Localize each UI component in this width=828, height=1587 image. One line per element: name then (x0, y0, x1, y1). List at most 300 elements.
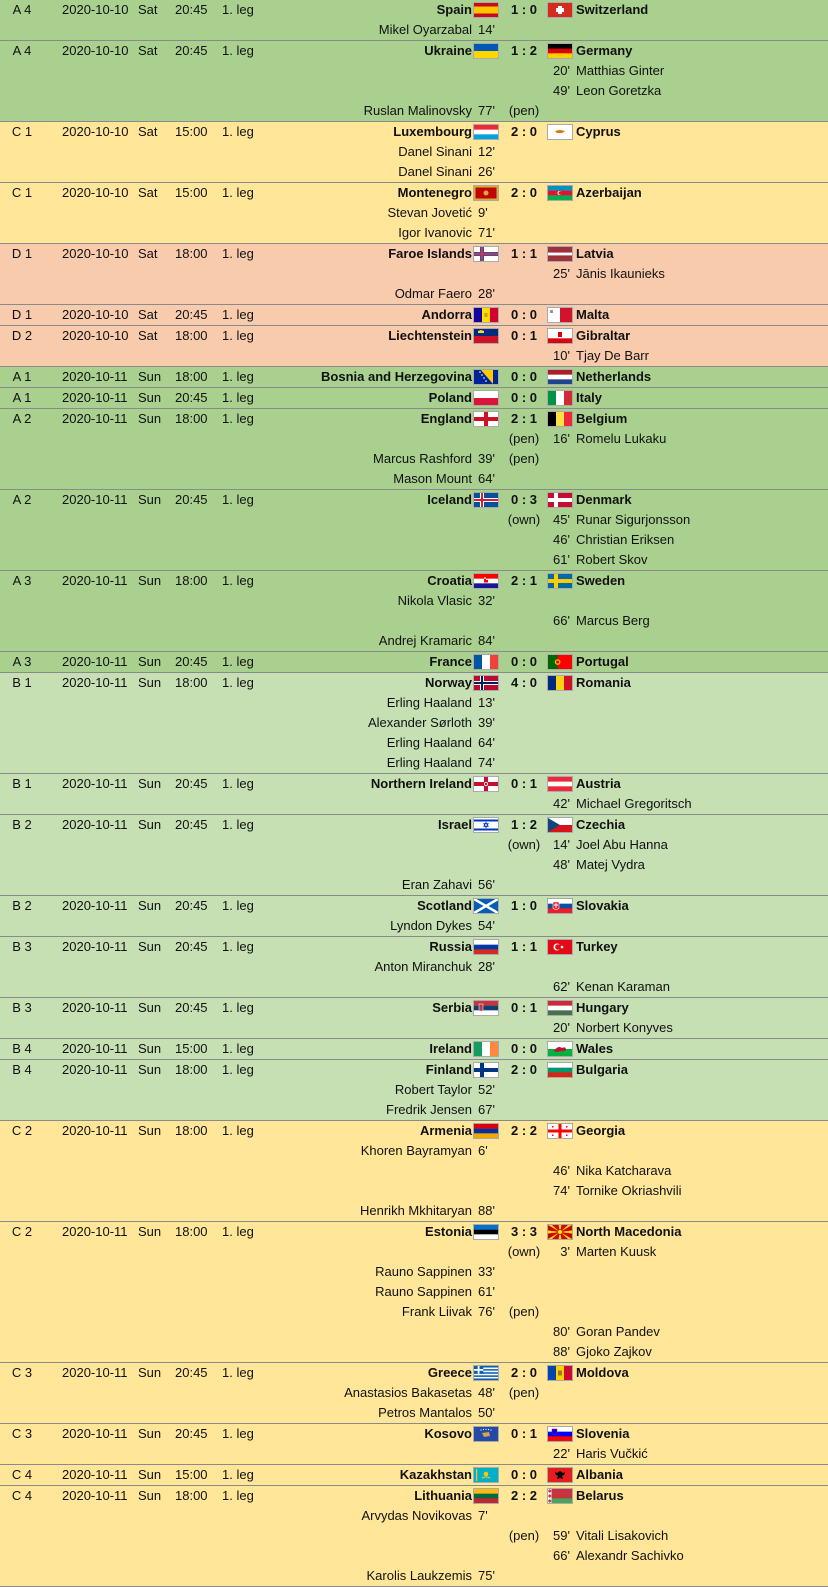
away-team: Slovakia (576, 898, 629, 913)
home-flag-icon (474, 818, 498, 832)
match-header (0, 815, 828, 835)
match-day: Sun (138, 1365, 162, 1380)
goal-minute: 14' (553, 837, 570, 852)
home-team: Serbia (432, 1000, 472, 1015)
match-day: Sun (138, 492, 162, 507)
match-time: 18:00 (175, 675, 208, 690)
home-team: Northern Ireland (370, 776, 472, 791)
goal-event (0, 510, 828, 530)
goal-event (0, 1181, 828, 1201)
goal-event (0, 1282, 828, 1302)
home-team: Montenegro (397, 185, 472, 200)
group-label: D 2 (11, 328, 33, 343)
scorer-name: Marcus Berg (576, 613, 650, 628)
scorer-name: Karolis Laukzemis (366, 1568, 472, 1583)
group-label: B 2 (12, 817, 32, 832)
scorer-name: Khoren Bayramyan (360, 1143, 472, 1158)
group-label: A 1 (12, 390, 32, 405)
home-team: Israel (438, 817, 472, 832)
home-team: Kosovo (424, 1426, 472, 1441)
match-row (0, 305, 828, 326)
away-team: Latvia (576, 246, 614, 261)
match-date: 2020-10-11 (62, 1000, 128, 1015)
goal-event (0, 20, 828, 40)
home-team: Armenia (419, 1123, 472, 1138)
match-date: 2020-10-11 (62, 1224, 128, 1239)
home-flag-icon (474, 1225, 498, 1239)
scorer-name: Tjay De Barr (576, 348, 649, 363)
match-row (0, 774, 828, 815)
goal-event (0, 794, 828, 814)
away-team: Belarus (576, 1488, 624, 1503)
match-date: 2020-10-11 (62, 898, 128, 913)
match-day: Sun (138, 1041, 162, 1056)
away-flag-icon (548, 308, 572, 322)
goal-event (0, 550, 828, 570)
match-day: Sun (138, 369, 162, 384)
match-score: 2 : 1 (510, 573, 537, 588)
match-day: Sun (138, 898, 162, 913)
match-day: Sat (138, 185, 158, 200)
match-header (0, 367, 828, 387)
goal-minute: 7' (478, 1508, 488, 1523)
match-day: Sun (138, 654, 162, 669)
goal-minute: 46' (553, 532, 570, 547)
goal-event (0, 1080, 828, 1100)
away-team: Sweden (576, 573, 626, 588)
match-leg: 1. leg (222, 492, 254, 507)
match-time: 20:45 (175, 390, 208, 405)
home-team: Russia (429, 939, 472, 954)
match-header (0, 937, 828, 957)
away-team: Czechia (576, 817, 626, 832)
away-flag-icon (548, 574, 572, 588)
goal-minute: 10' (553, 348, 570, 363)
match-header (0, 774, 828, 794)
goal-event (0, 1201, 828, 1221)
scorer-name: Lyndon Dykes (390, 918, 472, 933)
away-team: Hungary (576, 1000, 629, 1015)
away-flag-icon (548, 655, 572, 669)
match-time: 20:45 (175, 1365, 208, 1380)
match-score: 2 : 2 (510, 1123, 537, 1138)
home-flag-icon (474, 3, 498, 17)
goal-minute: 46' (553, 1163, 570, 1178)
goal-event (0, 957, 828, 977)
match-time: 18:00 (175, 1224, 208, 1239)
goal-event (0, 530, 828, 550)
match-leg: 1. leg (222, 307, 254, 322)
match-score: 2 : 0 (510, 124, 537, 139)
match-date: 2020-10-11 (62, 939, 128, 954)
away-flag-icon (548, 391, 572, 405)
scorer-name: Petros Mantalos (378, 1405, 472, 1420)
group-label: B 1 (12, 776, 32, 791)
home-team: Luxembourg (393, 124, 472, 139)
goal-event (0, 753, 828, 773)
group-label: C 4 (11, 1467, 33, 1482)
home-flag-icon (474, 329, 498, 343)
goal-event (0, 284, 828, 304)
match-score: 0 : 1 (510, 776, 537, 791)
match-leg: 1. leg (222, 328, 254, 343)
group-label: B 2 (12, 898, 32, 913)
scorer-name: Tornike Okriashvili (576, 1183, 682, 1198)
match-score: 2 : 0 (510, 185, 537, 200)
match-day: Sun (138, 411, 162, 426)
goal-minute: 75' (478, 1568, 495, 1583)
home-flag-icon (474, 391, 498, 405)
home-flag-icon (474, 125, 498, 139)
home-flag-icon (474, 1366, 498, 1380)
home-flag-icon (474, 1001, 498, 1015)
match-leg: 1. leg (222, 1365, 254, 1380)
group-label: A 4 (12, 2, 32, 17)
goal-minute: 84' (478, 633, 495, 648)
match-date: 2020-10-11 (62, 654, 128, 669)
match-row (0, 1486, 828, 1587)
home-team: Kazakhstan (399, 1467, 472, 1482)
goal-event (0, 733, 828, 753)
scorer-name: Danel Sinani (398, 164, 472, 179)
goal-event (0, 1322, 828, 1342)
match-header (0, 1424, 828, 1444)
goal-minute: 22' (553, 1446, 570, 1461)
goal-minute: 14' (478, 22, 495, 37)
goal-minute: 49' (553, 83, 570, 98)
match-time: 18:00 (175, 1488, 208, 1503)
scorer-name: Mikel Oyarzabal (378, 22, 472, 37)
goal-event (0, 916, 828, 936)
match-date: 2020-10-11 (62, 1041, 128, 1056)
scorer-name: Goran Pandev (576, 1324, 660, 1339)
group-label: C 1 (11, 124, 33, 139)
match-score: 0 : 0 (510, 307, 537, 322)
home-team: Lithuania (414, 1488, 472, 1503)
match-date: 2020-10-11 (62, 817, 128, 832)
scorer-name: Michael Gregoritsch (576, 796, 692, 811)
scorer-name: Norbert Konyves (576, 1020, 673, 1035)
match-date: 2020-10-11 (62, 1488, 128, 1503)
scorer-name: Odmar Faero (394, 286, 472, 301)
away-flag-icon (548, 1001, 572, 1015)
match-time: 15:00 (175, 124, 208, 139)
match-row (0, 244, 828, 305)
match-score: 2 : 2 (510, 1488, 537, 1503)
goal-event (0, 591, 828, 611)
match-header (0, 41, 828, 61)
goal-minute: 61' (553, 552, 570, 567)
goal-minute: 77' (478, 103, 495, 118)
match-leg: 1. leg (222, 939, 254, 954)
goal-note: (pen) (508, 1528, 540, 1543)
group-label: D 1 (11, 246, 33, 261)
scorer-name: Kenan Karaman (576, 979, 670, 994)
match-header (0, 244, 828, 264)
goal-event (0, 611, 828, 631)
match-score: 1 : 1 (510, 939, 537, 954)
away-team: Portugal (576, 654, 629, 669)
match-row (0, 326, 828, 367)
match-time: 20:45 (175, 817, 208, 832)
goal-minute: 74' (553, 1183, 570, 1198)
goal-event (0, 203, 828, 223)
match-row (0, 1121, 828, 1222)
match-day: Sun (138, 1426, 162, 1441)
match-time: 20:45 (175, 898, 208, 913)
home-flag-icon (474, 370, 498, 384)
away-flag-icon (548, 44, 572, 58)
goal-event (0, 1242, 828, 1262)
match-day: Sat (138, 246, 158, 261)
goal-event (0, 1302, 828, 1322)
group-label: D 1 (11, 307, 33, 322)
match-leg: 1. leg (222, 1426, 254, 1441)
match-date: 2020-10-10 (62, 43, 129, 58)
home-team: France (429, 654, 472, 669)
goal-event (0, 713, 828, 733)
match-header (0, 1039, 828, 1059)
away-flag-icon (548, 676, 572, 690)
match-header (0, 0, 828, 20)
match-date: 2020-10-10 (62, 185, 129, 200)
goal-event (0, 223, 828, 243)
scorer-name: Anastasios Bakasetas (344, 1385, 472, 1400)
match-day: Sun (138, 776, 162, 791)
match-date: 2020-10-11 (62, 369, 128, 384)
group-label: C 2 (11, 1123, 33, 1138)
match-header (0, 1060, 828, 1080)
match-time: 20:45 (175, 776, 208, 791)
home-flag-icon (474, 899, 498, 913)
match-score: 2 : 0 (510, 1062, 537, 1077)
home-flag-icon (474, 940, 498, 954)
match-leg: 1. leg (222, 369, 254, 384)
goal-minute: 28' (478, 286, 495, 301)
home-team: Spain (436, 2, 472, 17)
match-header (0, 490, 828, 510)
match-leg: 1. leg (222, 1000, 254, 1015)
match-time: 18:00 (175, 1123, 208, 1138)
goal-note: (pen) (508, 431, 540, 446)
goal-minute: 48' (553, 857, 570, 872)
goal-minute: 33' (478, 1264, 495, 1279)
match-row (0, 409, 828, 490)
away-team: Malta (576, 307, 610, 322)
away-flag-icon (548, 329, 572, 343)
away-team: Georgia (576, 1123, 626, 1138)
goal-minute: 42' (553, 796, 570, 811)
away-team: Bulgaria (576, 1062, 629, 1077)
match-header (0, 896, 828, 916)
home-team: Bosnia and Herzegovina (321, 369, 472, 384)
home-flag-icon (474, 44, 498, 58)
match-row (0, 1424, 828, 1465)
goal-note: (pen) (508, 103, 540, 118)
match-score: 4 : 0 (510, 675, 537, 690)
match-score: 1 : 2 (510, 43, 537, 58)
home-team: Estonia (425, 1224, 472, 1239)
goal-minute: 25' (553, 266, 570, 281)
match-header (0, 1222, 828, 1242)
goal-event (0, 346, 828, 366)
away-flag-icon (548, 1063, 572, 1077)
home-flag-icon (474, 1063, 498, 1077)
goal-event (0, 1526, 828, 1546)
goal-event (0, 855, 828, 875)
group-label: B 4 (12, 1062, 32, 1077)
goal-minute: 3' (560, 1244, 570, 1259)
scorer-name: Vitali Lisakovich (576, 1528, 669, 1543)
away-team: Gibraltar (576, 328, 631, 343)
match-time: 20:45 (175, 307, 208, 322)
match-header (0, 122, 828, 142)
goal-minute: 13' (478, 695, 495, 710)
goal-minute: 71' (478, 225, 495, 240)
home-team: Ukraine (424, 43, 472, 58)
goal-event (0, 469, 828, 489)
match-score: 2 : 1 (510, 411, 537, 426)
goal-minute: 67' (478, 1102, 495, 1117)
goal-event (0, 449, 828, 469)
match-leg: 1. leg (222, 2, 254, 17)
scorer-name: Robert Taylor (394, 1082, 472, 1097)
goal-event (0, 101, 828, 121)
scorer-name: Alexander Sørloth (367, 715, 472, 730)
goal-minute: 80' (553, 1324, 570, 1339)
match-row (0, 652, 828, 673)
scorer-name: Henrikh Mkhitaryan (360, 1203, 472, 1218)
match-header (0, 183, 828, 203)
goal-minute: 62' (553, 979, 570, 994)
scorer-name: Nikola Vlasic (397, 593, 472, 608)
match-score: 1 : 0 (510, 898, 537, 913)
goal-minute: 64' (478, 735, 495, 750)
match-leg: 1. leg (222, 43, 254, 58)
goal-minute: 26' (478, 164, 495, 179)
goal-minute: 16' (553, 431, 570, 446)
home-team: Liechtenstein (388, 328, 472, 343)
goal-minute: 54' (478, 918, 495, 933)
home-team: Faroe Islands (388, 246, 472, 261)
match-day: Sat (138, 124, 158, 139)
scorer-name: Nika Katcharava (576, 1163, 672, 1178)
scorer-name: Gjoko Zajkov (576, 1344, 652, 1359)
match-time: 18:00 (175, 573, 208, 588)
match-score: 2 : 0 (510, 1365, 537, 1380)
match-time: 18:00 (175, 369, 208, 384)
goal-event (0, 1100, 828, 1120)
match-date: 2020-10-11 (62, 1426, 128, 1441)
goal-minute: 45' (553, 512, 570, 527)
goal-minute: 20' (553, 1020, 570, 1035)
match-score: 0 : 0 (510, 1041, 537, 1056)
group-label: A 1 (12, 369, 32, 384)
goal-minute: 88' (478, 1203, 495, 1218)
match-row (0, 388, 828, 409)
away-flag-icon (548, 940, 572, 954)
goal-note: (own) (507, 1244, 541, 1259)
match-row (0, 1363, 828, 1424)
home-team: Iceland (427, 492, 472, 507)
goal-event (0, 81, 828, 101)
match-leg: 1. leg (222, 654, 254, 669)
match-header (0, 1363, 828, 1383)
group-label: C 2 (11, 1224, 33, 1239)
match-header (0, 673, 828, 693)
home-team: Scotland (417, 898, 472, 913)
away-flag-icon (548, 1042, 572, 1056)
match-header (0, 652, 828, 672)
match-score: 0 : 1 (510, 1426, 537, 1441)
scorer-name: Danel Sinani (398, 144, 472, 159)
goal-note: (pen) (508, 1304, 540, 1319)
group-label: B 3 (12, 939, 32, 954)
goal-event (0, 162, 828, 182)
match-row (0, 41, 828, 122)
match-date: 2020-10-11 (62, 675, 128, 690)
scorer-name: Frank Liivak (401, 1304, 472, 1319)
match-header (0, 409, 828, 429)
goal-minute: 12' (478, 144, 495, 159)
away-team: Cyprus (576, 124, 621, 139)
scorer-name: Ruslan Malinovsky (363, 103, 472, 118)
away-team: Germany (576, 43, 633, 58)
match-row (0, 1465, 828, 1486)
goal-event (0, 142, 828, 162)
match-time: 15:00 (175, 1041, 208, 1056)
away-team: Moldova (576, 1365, 629, 1380)
scorer-name: Mason Mount (393, 471, 472, 486)
away-team: Netherlands (576, 369, 652, 384)
away-flag-icon (548, 247, 572, 261)
match-leg: 1. leg (222, 185, 254, 200)
match-time: 20:45 (175, 1426, 208, 1441)
match-day: Sat (138, 2, 158, 17)
away-team: Austria (576, 776, 621, 791)
match-row (0, 0, 828, 41)
match-time: 20:45 (175, 492, 208, 507)
home-flag-icon (474, 1489, 498, 1503)
away-team: Romania (576, 675, 631, 690)
match-row (0, 937, 828, 998)
goal-minute: 66' (553, 1548, 570, 1563)
goal-event (0, 1383, 828, 1403)
group-label: C 1 (11, 185, 33, 200)
match-time: 20:45 (175, 654, 208, 669)
match-time: 20:45 (175, 2, 208, 17)
match-row (0, 490, 828, 571)
goal-event (0, 875, 828, 895)
goal-note: (own) (507, 837, 541, 852)
match-score: 1 : 1 (510, 246, 537, 261)
match-day: Sun (138, 939, 162, 954)
match-date: 2020-10-11 (62, 1123, 128, 1138)
match-header (0, 998, 828, 1018)
goal-minute: 74' (478, 755, 495, 770)
match-row (0, 1039, 828, 1060)
goal-minute: 39' (478, 451, 495, 466)
match-row (0, 183, 828, 244)
match-leg: 1. leg (222, 1062, 254, 1077)
home-team: Finland (425, 1062, 472, 1077)
match-date: 2020-10-11 (62, 492, 128, 507)
match-day: Sat (138, 307, 158, 322)
away-flag-icon (548, 818, 572, 832)
scorer-name: Marten Kuusk (576, 1244, 657, 1259)
match-date: 2020-10-11 (62, 1365, 128, 1380)
goal-minute: 9' (478, 205, 488, 220)
